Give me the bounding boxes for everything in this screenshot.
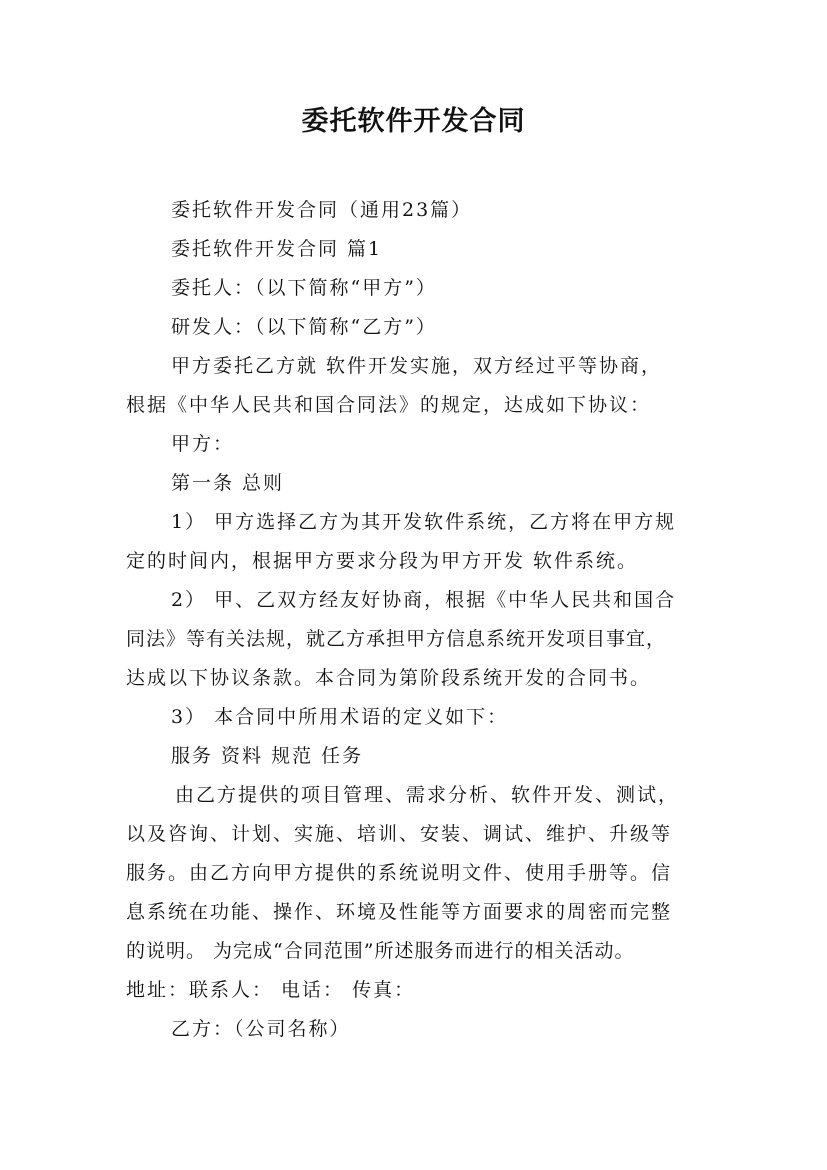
clause-line: 达成以下协议条款。本合同为第阶段系统开发的合同书。 — [126, 667, 652, 689]
paragraph-line: 根据《中华人民共和国合同法》的规定，达成如下协议： — [126, 394, 652, 416]
terms-line: 服务 资料 规范 任务 — [171, 745, 364, 767]
contact-line: 地址：联系人： 电话： 传真： — [126, 979, 416, 1001]
document-title: 委托软件开发合同 — [301, 106, 526, 137]
definition-line: 服务。由乙方向甲方提供的系统说明文件、使用手册等。信 — [126, 862, 673, 884]
clause-line: 3） 本合同中所用术语的定义如下： — [171, 706, 509, 728]
party-b-line: 研发人：（以下简称“乙方”） — [171, 316, 437, 338]
document-subtitle: 委托软件开发合同（通用23篇） — [171, 199, 473, 221]
party-a-label: 甲方： — [171, 433, 235, 455]
definition-line: 息系统在功能、操作、环境及性能等方面要求的周密而完整 — [126, 901, 673, 923]
definition-line: 由乙方提供的项目管理、需求分析、软件开发、测试， — [175, 784, 680, 806]
paragraph-line: 甲方委托乙方就 软件开发实施，双方经过平等协商， — [171, 355, 663, 377]
clause-line: 定的时间内，根据甲方要求分段为甲方开发 软件系统。 — [126, 550, 639, 572]
party-a-line: 委托人：（以下简称“甲方”） — [171, 277, 437, 299]
clause-line: 同法》等有关法规，就乙方承担甲方信息系统开发项目事宜， — [126, 628, 667, 650]
article-heading: 第一条 总则 — [171, 472, 285, 494]
section-heading: 委托软件开发合同 篇1 — [171, 238, 383, 260]
party-b-label: 乙方：（公司名称） — [171, 1018, 351, 1040]
clause-line: 2） 甲、乙双方经友好协商，根据《中华人民共和国合 — [171, 589, 677, 611]
definition-line: 的说明。 为完成“合同范围”所述服务而进行的相关活动。 — [126, 940, 635, 962]
definition-line: 以及咨询、计划、实施、培训、安装、调试、维护、升级等 — [126, 823, 673, 845]
clause-line: 1） 甲方选择乙方为其开发软件系统，乙方将在甲方规 — [171, 511, 677, 533]
